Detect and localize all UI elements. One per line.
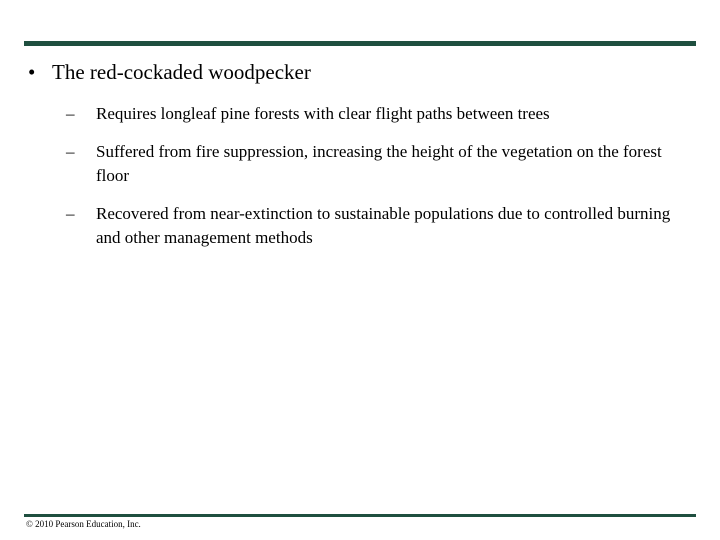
sub-bullet-recovery [64,202,694,250]
sub-bullet-text: Requires longleaf pine forests with clear flight paths between trees [96,104,550,123]
dash-marker: – [66,142,75,161]
sub-bullet-flight-paths [64,102,694,126]
bottom-divider [24,514,696,517]
copyright-footer: © 2010 Pearson Education, Inc. [26,519,141,529]
sub-bullet-list [64,102,694,264]
sub-bullet-text: Suffered from fire suppression, increasing the height of the vegetation on the forest floor [96,142,662,185]
top-divider [24,41,696,46]
sub-bullet-fire-suppression [64,140,694,188]
main-bullet-text: The red-cockaded woodpecker [52,60,311,84]
bullet-marker: • [28,60,36,84]
main-bullet [28,58,311,86]
dash-marker: – [66,204,75,223]
dash-marker: – [66,104,75,123]
sub-bullet-text: Recovered from near-extinction to sustainable populations due to controlled burning and other management methods [96,204,671,247]
